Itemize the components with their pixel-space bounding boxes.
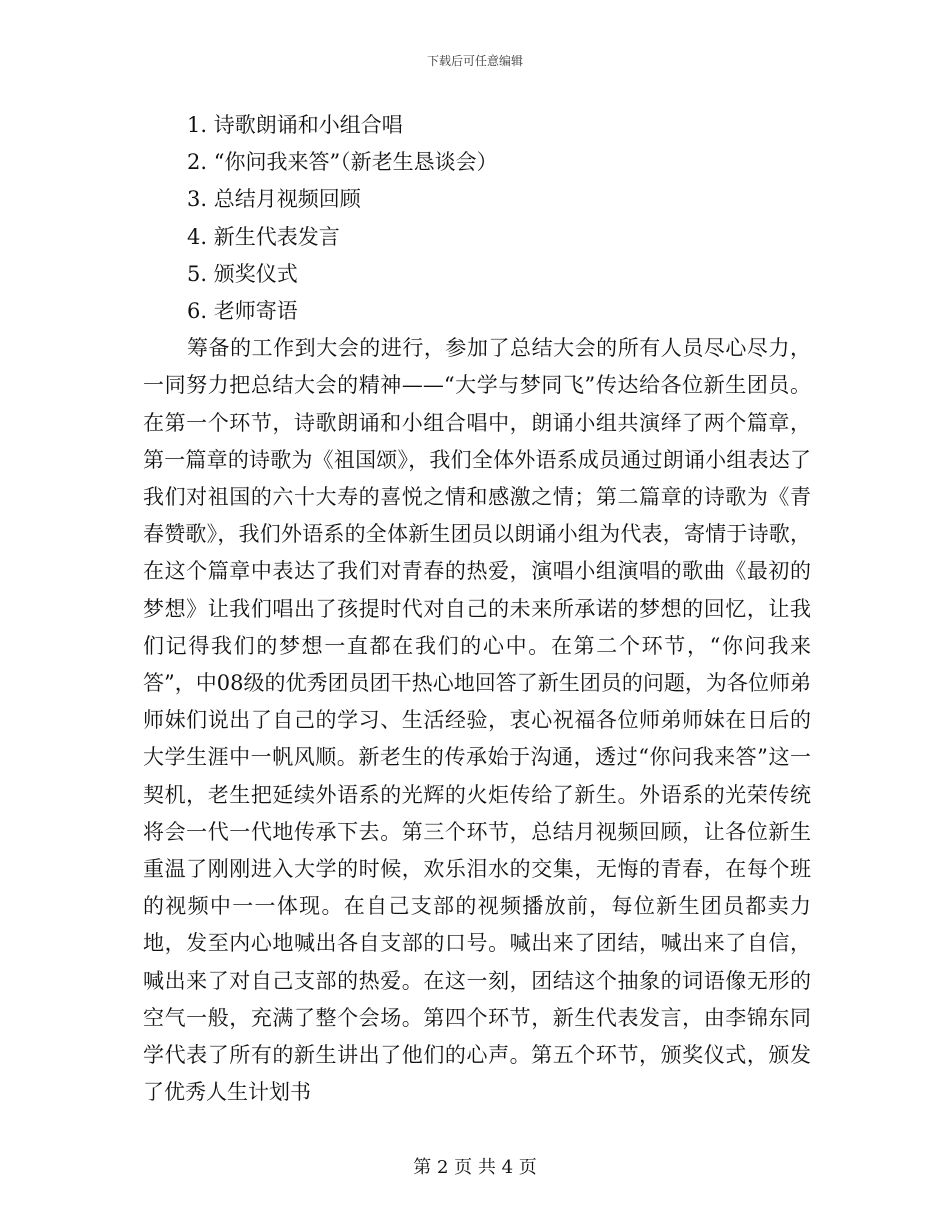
agenda-item: 6. 老师寄语 — [187, 299, 298, 324]
agenda-item: 4. 新生代表发言 — [187, 224, 340, 249]
agenda-item: 5. 颁奖仪式 — [187, 261, 298, 286]
body-paragraph: 筹备的工作到大会的进行，参加了总结大会的所有人员尽心尽力，一同努力把总结大会的精神——“大学与梦同飞”传达给各位新生团员。在第一个环节，诗歌朗诵和小组合唱中，朗诵小组共演绎了两个篇章，第一篇章的诗歌为《祖国颂》，我们全体外语系成员通过朗诵小组表达了我们对祖国的六十大寿的喜悦之情和感激之情；第二篇章的诗歌为《青春赞歌》，我们外语系的全体新生团员以朗诵小组为代表，寄情于诗歌，在这个篇章中表达了我们对青春的热爱，演唱小组演唱的歌曲《最初的梦想》让我们唱出了孩提时代对自己的未来所承诺的梦想的回忆，让我们记得我们的梦想一直都在我们的心中。在第二个环节，“你问我来答”，中08级的优秀团员团干热心地回答了新生团员的问题，为各位师弟师妹们说出了自己的学习、生活经验，衷心祝福各位师弟师妹在日后的大学生涯中一帆风顺。新老生的传承始于沟通，透过“你问我来答”这一契机，老生把延续外语系的光辉的火炬传给了新生。外语系的光荣传统将会一代一代地传承下去。第三个环节，总结月视频回顾，让各位新生重温了刚刚进入大学的时候，欢乐泪水的交集，无悔的青春，在每个班的视频中一一体现。在自己支部的视频播放前，每位新生团员都卖力地，发至内心地喊出各自支部的口号。喊出来了团结，喊出来了自信，喊出来了对自己支部的热爱。在这一刻，团结这个抽象的词语像无形的空气一般，充满了整个会场。第四个环节，新生代表发言，由李锦东同学代表了所有的新生讲出了他们的心声。第五个环节，颁奖仪式，颁发了优秀人生计划书 — [143, 336, 811, 1105]
page-number-footer: 第 2 页 共 4 页 — [413, 1157, 537, 1178]
agenda-list — [143, 107, 811, 330]
document-body — [143, 107, 811, 1111]
agenda-item: 3. 总结月视频回顾 — [187, 187, 361, 212]
agenda-item: 1. 诗歌朗诵和小组合唱 — [187, 113, 403, 137]
page-header: 下载后可任意编辑 — [426, 54, 523, 68]
agenda-item: 2. “你问我来答”（新老生恳谈会） — [187, 150, 498, 175]
